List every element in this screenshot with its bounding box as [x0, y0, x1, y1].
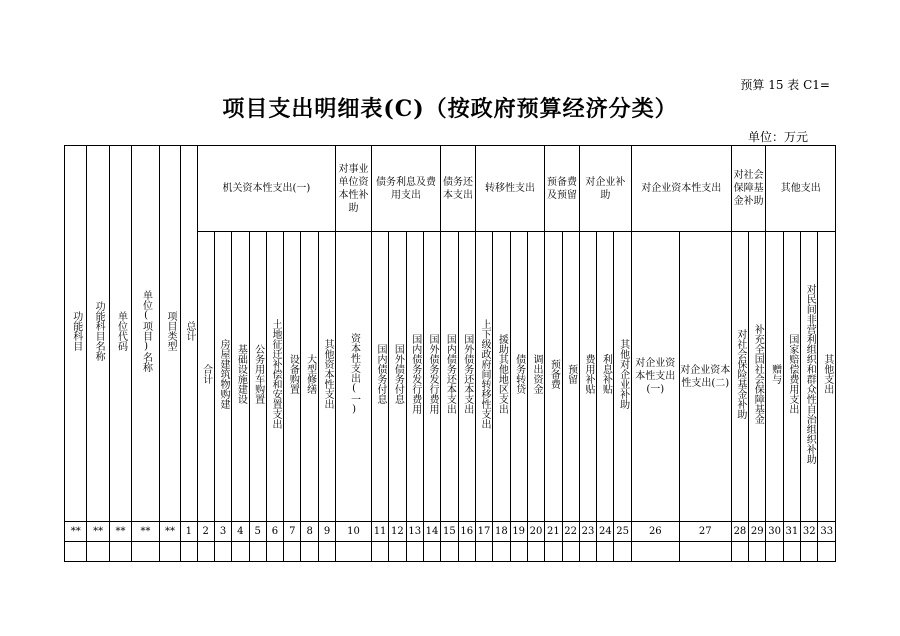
group-header: 对企业资本性支出 — [631, 146, 731, 232]
subheader: 国内债务还本支出 — [441, 232, 458, 522]
group-header: 对企业补助 — [579, 146, 631, 232]
subheader: 国外债务付息 — [389, 232, 406, 522]
subheader: 国外债务还本支出 — [458, 232, 475, 522]
subheader: 其他对企业补助 — [614, 232, 631, 522]
subheader: 国内债务付息 — [371, 232, 388, 522]
subheader: 赠与 — [766, 232, 783, 522]
subheader: 其他资本性支出 — [318, 232, 335, 522]
subheader: 资本性支出(一) — [336, 232, 372, 522]
header-unit-name: 单位(项目)名称 — [132, 146, 160, 522]
subheader: 对企业资本性支出(二) — [679, 232, 731, 522]
subheader: 补充全国社会保障基金 — [749, 232, 766, 522]
table-code: 预算 15 表 C1= — [740, 78, 830, 92]
subheader: 调出资金 — [527, 232, 544, 522]
subheader: 国家赔偿费用支出 — [783, 232, 800, 522]
subheader: 土地征迁补偿和安置支出 — [266, 232, 283, 522]
column-number-row: ** ** ** ** ** 1 2 3 4 5 6 7 8 9 10 11 12 13 14 15 16 17 18 19 20 21 22 23 24 25 26 27 28 29 30 31 32 33 — [65, 522, 836, 542]
subheader: 合计 — [197, 232, 214, 522]
header-project-type: 项目类型 — [159, 146, 180, 522]
header-unit-code: 单位代码 — [109, 146, 131, 522]
subheader: 债务转贷 — [510, 232, 527, 522]
subheader: 预留 — [562, 232, 579, 522]
header-function-name: 功能科目名称 — [87, 146, 109, 522]
subheader: 利息补贴 — [597, 232, 614, 522]
subheader: 对民间非营利组织和群众性自治组织补助 — [801, 232, 818, 522]
subheader: 设备购置 — [284, 232, 301, 522]
page-title: 项目支出明细表(C)（按政府预算经济分类） — [222, 96, 678, 122]
empty-data-row — [65, 542, 836, 562]
group-header: 转移性支出 — [475, 146, 544, 232]
group-header: 预备费及预留 — [545, 146, 580, 232]
group-header: 对事业单位资本性补助 — [336, 146, 372, 232]
subheader: 上下级政府间转移性支出 — [475, 232, 492, 522]
subheader: 房屋建筑物购建 — [214, 232, 231, 522]
subheader: 对企业资本性支出(一) — [631, 232, 679, 522]
group-header: 债务还本支出 — [441, 146, 476, 232]
subheader: 费用补贴 — [579, 232, 596, 522]
subheader: 国外债务发行费用 — [423, 232, 440, 522]
subheader: 预备费 — [545, 232, 562, 522]
subheader: 其他支出 — [818, 232, 836, 522]
header-function-code: 功能科目 — [65, 146, 87, 522]
unit-label: 单位：万元 — [747, 130, 808, 144]
subheader: 对社会保险基金补助 — [731, 232, 748, 522]
budget-table — [64, 145, 836, 562]
subheader: 基础设施建设 — [232, 232, 249, 522]
subheader: 援助其他地区支出 — [493, 232, 510, 522]
group-header: 债务利息及费用支出 — [371, 146, 440, 232]
group-header: 机关资本性支出(一) — [197, 146, 336, 232]
subheader: 大型修缮 — [301, 232, 318, 522]
header-total: 总计 — [181, 146, 197, 522]
subheader: 国内债务发行费用 — [406, 232, 423, 522]
group-header: 对社会保障基金补助 — [731, 146, 766, 232]
group-header: 其他支出 — [766, 146, 836, 232]
subheader: 公务用车购置 — [249, 232, 266, 522]
